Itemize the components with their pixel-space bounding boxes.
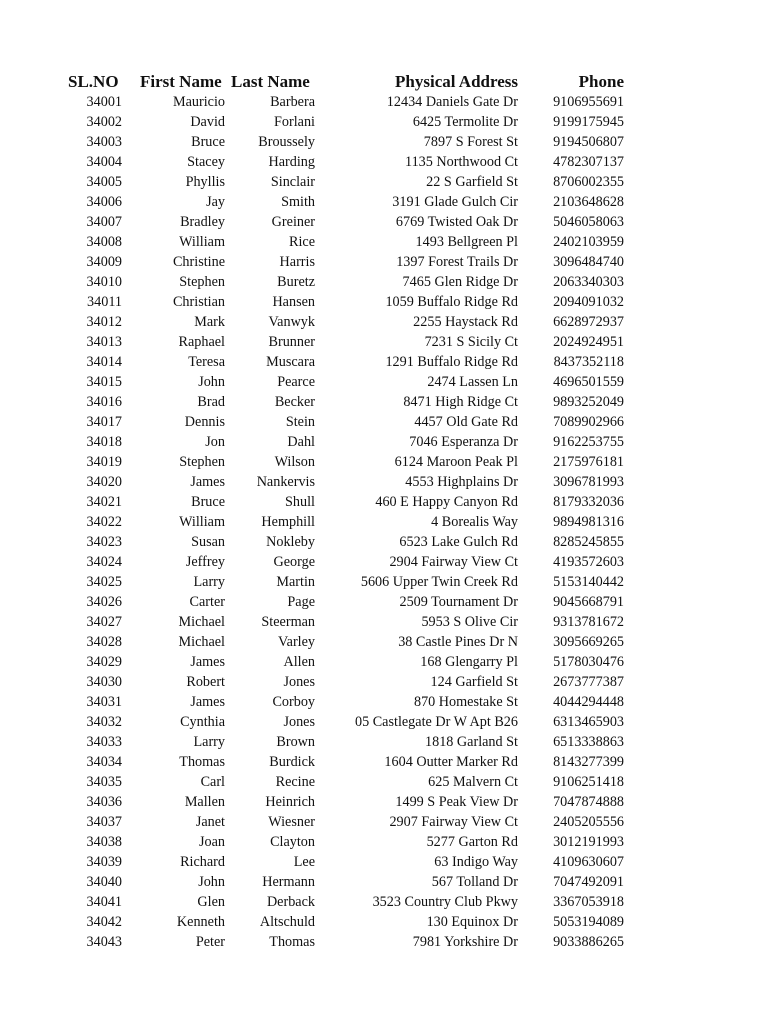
address-cell: 38 Castle Pines Dr N [398,634,518,650]
address-cell: 1135 Northwood Ct [405,154,518,170]
phone-cell: 8437352118 [553,354,624,370]
last-name-cell: Smith [281,194,315,210]
phone-cell: 9313781672 [553,614,624,630]
address-cell: 5606 Upper Twin Creek Rd [360,574,518,590]
first-name-cell: Christian [172,294,225,310]
address-cell: 6769 Twisted Oak Dr [395,214,518,230]
first-name-cell: Dennis [184,414,225,430]
phone-cell: 9893252049 [553,394,624,410]
last-name-cell: Corboy [272,694,315,710]
phone-cell: 6513338863 [553,734,624,750]
table-row [60,632,624,652]
phone-cell: 9162253755 [553,434,624,450]
address-cell: 2907 Fairway View Ct [389,814,518,830]
phone-cell: 2063340303 [553,274,624,290]
address-cell: 1818 Garland St [425,734,518,750]
first-name-cell: Mark [194,314,225,330]
phone-cell: 8143277399 [553,754,624,770]
last-name-cell: Wilson [274,454,315,470]
sl-no-cell: 34034 [86,754,122,770]
first-name-cell: Carl [200,774,225,790]
phone-cell: 2024924951 [553,334,624,350]
address-cell: 3191 Glade Gulch Cir [392,194,518,210]
phone-cell: 8706002355 [553,174,624,190]
table-row [60,392,624,412]
phone-cell: 4044294448 [553,694,624,710]
first-name-cell: Jeffrey [185,554,225,570]
sl-no-cell: 34013 [86,334,122,350]
last-name-cell: Greiner [271,214,315,230]
address-cell: 4457 Old Gate Rd [414,414,518,430]
sl-no-cell: 34024 [86,554,122,570]
first-name-cell: Phyllis [185,174,225,190]
sl-no-cell: 34041 [86,894,122,910]
phone-cell: 8285245855 [553,534,624,550]
phone-cell: 5053194089 [553,914,624,930]
first-name-cell: Teresa [188,354,225,370]
sl-no-cell: 34021 [86,494,122,510]
sl-no-cell: 34004 [86,154,122,170]
last-name-cell: Jones [283,674,315,690]
first-name-cell: Bruce [191,134,225,150]
phone-cell: 7047492091 [553,874,624,890]
table-row [60,712,624,732]
table-row [60,692,624,712]
first-name-cell: Cynthia [180,714,225,730]
phone-cell: 3012191993 [553,834,624,850]
first-name-cell: Larry [193,734,225,750]
sl-no-cell: 34027 [86,614,122,630]
table-row [60,432,624,452]
sl-no-cell: 34020 [86,474,122,490]
sl-no-cell: 34001 [86,94,122,110]
sl-no-cell: 34019 [86,454,122,470]
phone-cell: 2673777387 [553,674,624,690]
first-name-cell: Michael [178,614,225,630]
phone-cell: 5046058063 [553,214,624,230]
address-cell: 1397 Forest Trails Dr [396,254,518,270]
last-name-cell: Lee [293,854,315,870]
table-row [60,772,624,792]
address-cell: 4553 Highplains Dr [405,474,518,490]
last-name-cell: Harding [268,154,315,170]
sl-no-cell: 34008 [86,234,122,250]
sl-no-cell: 34032 [86,714,122,730]
phone-cell: 9894981316 [553,514,624,530]
last-name-cell: Shull [285,494,315,510]
phone-cell: 3367053918 [553,894,624,910]
table-row [60,292,624,312]
last-name-cell: Steerman [261,614,315,630]
address-cell: 2509 Tournament Dr [399,594,518,610]
address-cell: 1291 Buffalo Ridge Rd [385,354,518,370]
sl-no-cell: 34009 [86,254,122,270]
last-name-cell: Hermann [262,874,315,890]
address-cell: 2255 Haystack Rd [413,314,518,330]
sl-no-cell: 34007 [86,214,122,230]
address-cell: 1059 Buffalo Ridge Rd [385,294,518,310]
last-name-cell: Vanwyk [268,314,315,330]
last-name-cell: Nankervis [256,474,315,490]
first-name-cell: Jon [205,434,225,450]
table-row [60,892,624,912]
sl-no-cell: 34014 [86,354,122,370]
address-cell: 05 Castlegate Dr W Apt B26 [354,714,518,730]
table-row [60,812,624,832]
first-name-cell: John [198,874,225,890]
address-cell: 2904 Fairway View Ct [389,554,518,570]
sl-no-cell: 34025 [86,574,122,590]
table-row [60,132,624,152]
sl-no-cell: 34033 [86,734,122,750]
phone-cell: 5178030476 [553,654,624,670]
table-row [60,672,624,692]
table-row [60,732,624,752]
last-name-cell: Martin [276,574,315,590]
first-name-cell: Robert [186,674,225,690]
phone-cell: 4109630607 [553,854,624,870]
first-name-cell: Bruce [191,494,225,510]
table-row [60,212,624,232]
sl-no-cell: 34038 [86,834,122,850]
table-row [60,612,624,632]
phone-cell: 9199175945 [553,114,624,130]
sl-no-cell: 34010 [86,274,122,290]
table-row [60,192,624,212]
sl-no-cell: 34006 [86,194,122,210]
sl-no-cell: 34040 [86,874,122,890]
address-cell: 3523 Country Club Pkwy [372,894,518,910]
first-name-cell: Mauricio [172,94,225,110]
header-physical-address: Physical Address [395,72,518,91]
last-name-cell: Brown [276,734,315,750]
last-name-cell: Sinclair [270,174,315,190]
last-name-cell: Varley [277,634,315,650]
address-cell: 8471 High Ridge Ct [403,394,518,410]
last-name-cell: Altschuld [259,914,315,930]
last-name-cell: Hemphill [261,514,315,530]
address-cell: 4 Borealis Way [431,514,518,530]
phone-cell: 2094091032 [553,294,624,310]
last-name-cell: Derback [266,894,315,910]
phone-cell: 3096781993 [553,474,624,490]
table-body [60,92,624,952]
last-name-cell: Buretz [277,274,315,290]
header-first-name: First Name [140,72,222,91]
phone-cell: 4696501559 [553,374,624,390]
address-cell: 7465 Glen Ridge Dr [402,274,518,290]
table-row [60,92,624,112]
first-name-cell: David [190,114,225,130]
table-row [60,932,624,952]
first-name-cell: Brad [197,394,225,410]
last-name-cell: Harris [279,254,315,270]
last-name-cell: Dahl [287,434,315,450]
first-name-cell: Glen [197,894,225,910]
phone-cell: 2103648628 [553,194,624,210]
table-row [60,412,624,432]
address-cell: 5277 Garton Rd [426,834,518,850]
address-cell: 7981 Yorkshire Dr [412,934,518,950]
first-name-cell: James [190,694,225,710]
first-name-cell: Christine [172,254,225,270]
table-row [60,552,624,572]
table-row [60,572,624,592]
phone-cell: 9033886265 [553,934,624,950]
phone-cell: 9194506807 [553,134,624,150]
address-cell: 124 Garfield St [430,674,518,690]
sl-no-cell: 34015 [86,374,122,390]
first-name-cell: Stephen [179,454,225,470]
phone-cell: 7047874888 [553,794,624,810]
first-name-cell: Carter [189,594,225,610]
first-name-cell: Joan [198,834,225,850]
table-row [60,792,624,812]
table-row [60,372,624,392]
last-name-cell: Forlani [274,114,315,130]
last-name-cell: Clayton [270,834,315,850]
last-name-cell: Allen [283,654,315,670]
address-cell: 6523 Lake Gulch Rd [399,534,518,550]
phone-cell: 2405205556 [553,814,624,830]
last-name-cell: Nokleby [266,534,315,550]
address-cell: 1604 Outter Marker Rd [384,754,518,770]
address-cell: 6425 Termolite Dr [412,114,518,130]
phone-cell: 7089902966 [553,414,624,430]
first-name-cell: William [179,514,225,530]
sl-no-cell: 34043 [86,934,122,950]
header-row [60,70,624,92]
address-cell: 6124 Maroon Peak Pl [394,454,518,470]
last-name-cell: Jones [283,714,315,730]
address-cell: 168 Glengarry Pl [420,654,518,670]
first-name-cell: James [190,654,225,670]
address-cell: 7897 S Forest St [423,134,518,150]
table-row [60,152,624,172]
last-name-cell: Muscara [266,354,315,370]
first-name-cell: Janet [195,814,225,830]
address-cell: 625 Malvern Ct [428,774,518,790]
table-row [60,492,624,512]
first-name-cell: Bradley [180,214,225,230]
sl-no-cell: 34022 [86,514,122,530]
phone-cell: 8179332036 [553,494,624,510]
table-row [60,652,624,672]
last-name-cell: Hansen [272,294,315,310]
address-cell: 7231 S Sicily Ct [424,334,518,350]
first-name-cell: Larry [193,574,225,590]
sl-no-cell: 34042 [86,914,122,930]
sl-no-cell: 34030 [86,674,122,690]
sl-no-cell: 34039 [86,854,122,870]
table-row [60,112,624,132]
first-name-cell: William [179,234,225,250]
table-row [60,752,624,772]
sl-no-cell: 34028 [86,634,122,650]
first-name-cell: Jay [206,194,225,210]
phone-cell: 6628972937 [553,314,624,330]
sl-no-cell: 34031 [86,694,122,710]
address-cell: 567 Tolland Dr [431,874,518,890]
sl-no-cell: 34002 [86,114,122,130]
table-row [60,472,624,492]
first-name-cell: John [198,374,225,390]
sl-no-cell: 34029 [86,654,122,670]
phone-cell: 9045668791 [553,594,624,610]
sl-no-cell: 34012 [86,314,122,330]
table-row [60,872,624,892]
last-name-cell: Heinrich [265,794,315,810]
sl-no-cell: 34005 [86,174,122,190]
table-row [60,312,624,332]
first-name-cell: Peter [195,934,225,950]
sl-no-cell: 34018 [86,434,122,450]
first-name-cell: Susan [191,534,225,550]
phone-cell: 3096484740 [553,254,624,270]
first-name-cell: Stephen [179,274,225,290]
sl-no-cell: 34016 [86,394,122,410]
sl-no-cell: 34035 [86,774,122,790]
last-name-cell: Stein [285,414,315,430]
table-row [60,832,624,852]
first-name-cell: Stacey [187,154,225,170]
phone-cell: 2175976181 [553,454,624,470]
table-row [60,272,624,292]
last-name-cell: Broussely [258,134,315,150]
header-last-name: Last Name [231,72,310,91]
last-name-cell: Becker [274,394,315,410]
address-cell: 12434 Daniels Gate Dr [386,94,518,110]
sl-no-cell: 34026 [86,594,122,610]
address-cell: 130 Equinox Dr [426,914,518,930]
header-sl-no: SL.NO [68,72,119,91]
sl-no-cell: 34037 [86,814,122,830]
first-name-cell: Michael [178,634,225,650]
sl-no-cell: 34036 [86,794,122,810]
address-cell: 2474 Lassen Ln [427,374,518,390]
last-name-cell: Brunner [268,334,315,350]
sl-no-cell: 34011 [87,294,122,310]
address-cell: 22 S Garfield St [426,174,518,190]
contacts-table [60,70,624,952]
address-cell: 7046 Esperanza Dr [409,434,518,450]
table-row [60,452,624,472]
address-cell: 1493 Bellgreen Pl [415,234,518,250]
address-cell: 460 E Happy Canyon Rd [375,494,518,510]
phone-cell: 4782307137 [553,154,624,170]
table-row [60,172,624,192]
phone-cell: 9106955691 [553,94,624,110]
sl-no-cell: 34003 [86,134,122,150]
address-cell: 63 Indigo Way [434,854,518,870]
table-row [60,912,624,932]
table-row [60,532,624,552]
phone-cell: 9106251418 [553,774,624,790]
sl-no-cell: 34023 [86,534,122,550]
last-name-cell: Burdick [269,754,315,770]
last-name-cell: George [273,554,315,570]
first-name-cell: Kenneth [176,914,225,930]
last-name-cell: Thomas [269,934,315,950]
last-name-cell: Rice [289,234,315,250]
address-cell: 870 Homestake St [413,694,518,710]
last-name-cell: Recine [275,774,315,790]
first-name-cell: James [190,474,225,490]
first-name-cell: Richard [180,854,225,870]
table-row [60,352,624,372]
table-row [60,232,624,252]
sl-no-cell: 34017 [86,414,122,430]
table-row [60,332,624,352]
phone-cell: 6313465903 [553,714,624,730]
last-name-cell: Barbera [270,94,315,110]
phone-cell: 4193572603 [553,554,624,570]
phone-cell: 2402103959 [553,234,624,250]
address-cell: 1499 S Peak View Dr [395,794,518,810]
address-cell: 5953 S Olive Cir [421,614,518,630]
last-name-cell: Pearce [277,374,315,390]
table-row [60,252,624,272]
table-row [60,852,624,872]
header-phone: Phone [578,72,624,91]
last-name-cell: Wiesner [268,814,315,830]
first-name-cell: Thomas [179,754,225,770]
first-name-cell: Raphael [178,334,225,350]
table-row [60,512,624,532]
first-name-cell: Mallen [184,794,225,810]
table-row [60,592,624,612]
last-name-cell: Page [287,594,315,610]
phone-cell: 5153140442 [553,574,624,590]
phone-cell: 3095669265 [553,634,624,650]
